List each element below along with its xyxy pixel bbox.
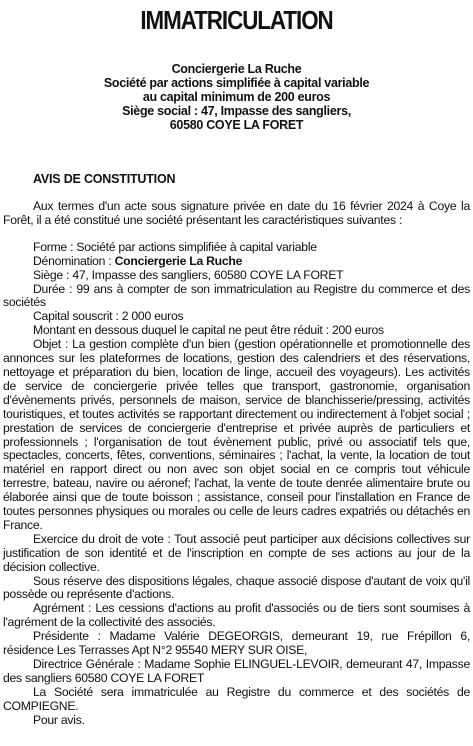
forme-line: Forme : Société par actions simplifiée à capital variable [33,239,317,254]
siege-line: Siège : 47, Impasse des sangliers, 60580 COYE LA FORET [33,267,344,282]
closing-line: Pour avis. [33,712,85,727]
reserve-paragraph: Sous réserve des dispositions légales, chaque associé dispose d'autant de voix qu'il possède ou représente d'actions. [3,573,470,602]
denomination-label: Dénomination : [33,253,115,268]
company-city: 60580 COYE LA FORET [169,118,304,132]
directrice-paragraph: Directrice Générale : Madame Sophie ELINGUEL-LEVOIR, demeurant 47, Impasse des sangliers 60580 COYE LA FORET [3,657,470,685]
company-form: Société par actions simplifiée à capital variable [103,76,370,90]
company-capital: au capital minimum de 200 euros [142,90,331,104]
objet-paragraph: Objet : La gestion complète d'un bien (gestion opérationnelle et promotionnelle des annonces sur les plateformes de locations, gestion des calendriers et des réservations, nettoyage et préparation du bien, location de linge, accueil des voyageurs). Les activités de service de conciergerie privée telles que transport, gastronomie, organisation d'évènements privés, personnels de maison, service de blanchisserie/pressing, activités touristiques, et toutes activités se rapportant directement ou indirectement à l'objet social ; prestation de services de conciergerie d'entreprise et privée auprès de particuliers et professionnels ; l'organisation de tout évènement public, privé ou associatif tels que, spectacles, concerts, fêtes, conventions, séminaires ; l'achat, la vente, la location de tout matériel en rapport direct ou non avec son objet social en ce compris tout véhicule terrestre, bateau, navire ou aéronef; l'achat, la vente de toute denrée alimentaire brute ou élaborée ainsi que de toute boisson ; assistance, conseil pour l'installation en France de toutes personnes physiques ou morales ou celle de leurs cadres expatriés ou détachés en France. [3,337,470,532]
presidente-paragraph: Présidente : Madame Valérie DEGEORGIS, demeurant 19, rue Frépillon 6, résidence Les Terrasses Apt N°2 95540 MERY SUR OISE, [3,629,470,658]
section-title: AVIS DE CONSTITUTION [33,172,176,186]
company-seat: Siège social : 47, Impasse des sangliers, [122,104,351,118]
vote-paragraph: Exercice du droit de vote : Tout associé peut participer aux décisions collectives sur justification de son identité et de l'inscription en compte de ses actions au jour de la décision collective. [3,531,470,574]
denomination-value: Conciergerie La Ruche [114,253,243,268]
page-title: IMMATRICULATION [140,5,333,35]
denomination-line [3,255,470,269]
company-name: Conciergerie La Ruche [171,62,302,76]
montant-line: Montant en dessous duquel le capital ne peut être réduit : 200 euros [33,323,384,338]
notice-body [3,200,470,728]
agrement-paragraph: Agrément : Les cessions d'actions au profit d'associés ou de tiers sont soumises à l'agrément de la collectivité des associés. [3,601,470,630]
rcs-paragraph: La Société sera immatriculée au Registre du commerce et des sociétés de COMPIEGNE. [3,684,470,713]
duree-line: Durée : 99 ans à compter de son immatriculation au Registre du commerce et des sociétés [3,281,470,310]
intro-paragraph: Aux termes d'un acte sous signature privée en date du 16 février 2024 à Coye la Forêt, il a été constitué une société présentant les caractéristiques suivantes : [3,199,470,227]
company-header [3,62,470,132]
capital-line: Capital souscrit : 2 000 euros [33,309,184,324]
